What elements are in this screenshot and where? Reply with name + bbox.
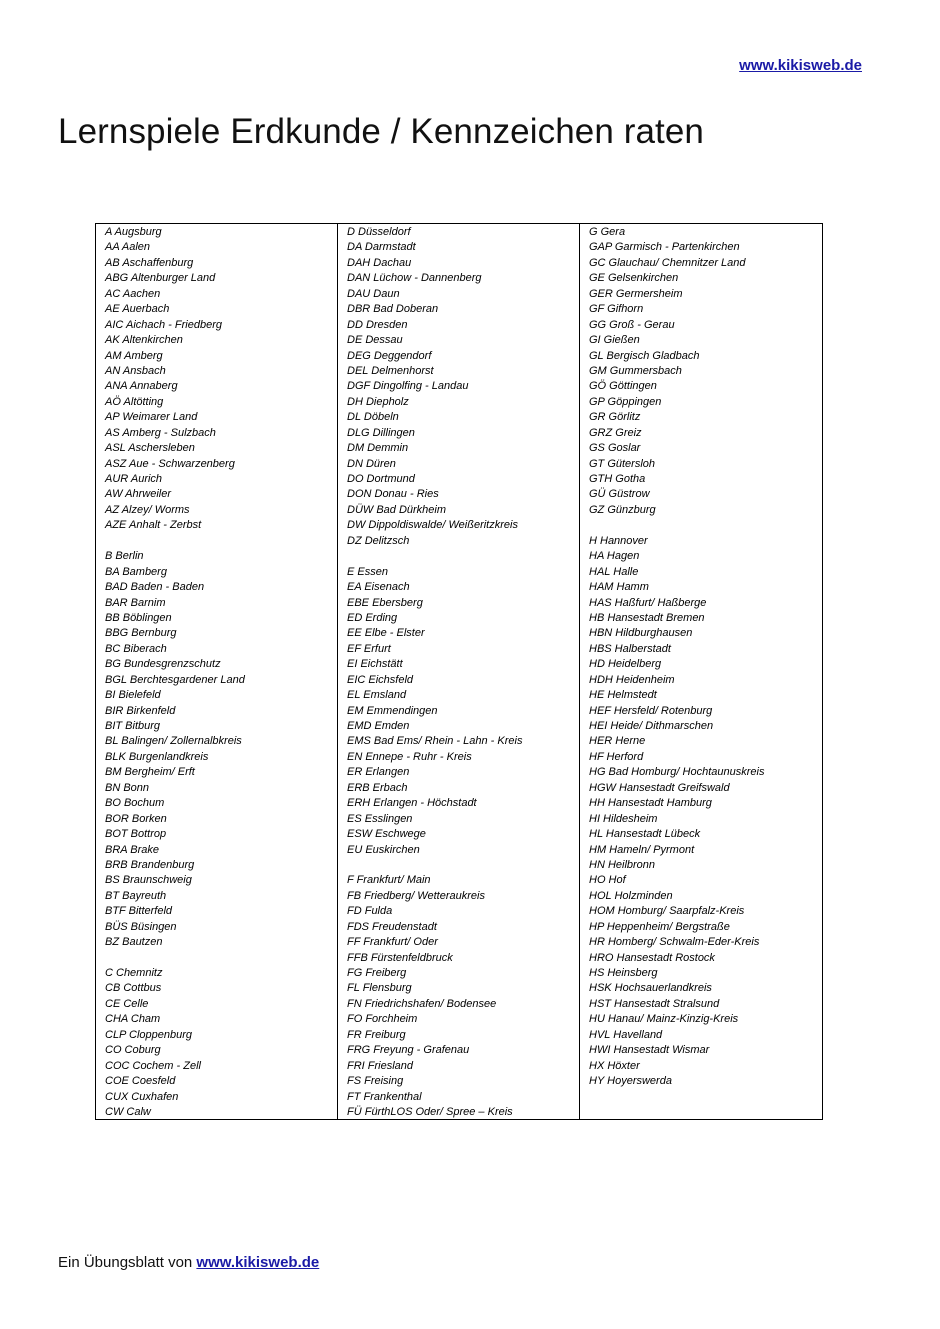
plate-entry: CE Celle [105, 997, 149, 1010]
plate-entry: GP Göppingen [589, 395, 662, 408]
plate-entry: BAD Baden - Baden [105, 581, 205, 594]
plate-entry: DD Dresden [347, 318, 408, 331]
plate-entry: BT Bayreuth [105, 889, 167, 902]
header-website-link[interactable]: www.kikisweb.de [739, 57, 862, 74]
plate-entry: FS Freising [347, 1075, 404, 1088]
plate-entry: BRB Brandenburg [105, 858, 195, 871]
plate-entry: GF Gifhorn [589, 303, 644, 316]
plate-entry: HEF Hersfeld/ Rotenburg [589, 704, 713, 717]
plate-entry: ANA Annaberg [105, 380, 178, 393]
plate-entry: GG Groß - Gerau [589, 318, 675, 331]
plate-entry: HM Hameln/ Pyrmont [589, 843, 695, 856]
plate-entry: ASZ Aue - Schwarzenberg [105, 457, 235, 470]
plate-column-d-f [338, 224, 580, 1119]
plate-entry: BAR Barnim [105, 596, 166, 609]
plate-entry: DGF Dingolfing - Landau [347, 380, 469, 393]
plate-spacer [347, 858, 579, 873]
plate-entry: FO Forchheim [347, 1013, 418, 1026]
plate-entry: HSK Hochsauerlandkreis [589, 982, 712, 995]
plate-entry: FF Frankfurt/ Oder [347, 936, 438, 949]
plate-entry: HI Hildesheim [589, 812, 658, 825]
plate-entry: GTH Gotha [589, 473, 646, 485]
plate-entry: BOR Borken [105, 812, 167, 825]
plate-entry: EBE Ebersberg [347, 596, 423, 609]
plate-entry: ESW Eschwege [347, 828, 426, 841]
plate-entry: HL Hansestadt Lübeck [589, 828, 701, 841]
footer-website-link[interactable]: www.kikisweb.de [196, 1254, 320, 1271]
plate-entry: FB Friedberg/ Wetteraukreis [347, 889, 485, 902]
plate-entry: HAS Haßfurt/ Haßberge [589, 596, 707, 609]
plate-entry: GE Gelsenkirchen [589, 272, 679, 285]
plate-entry: GER Germersheim [589, 287, 683, 300]
plate-entry: HF Herford [589, 750, 644, 763]
plate-entry: HD Heidelberg [589, 658, 662, 671]
plate-entry: BOT Bottrop [105, 828, 167, 841]
plate-entry: AN Ansbach [105, 364, 166, 377]
plate-entry: HU Hanau/ Mainz-Kinzig-Kreis [589, 1013, 739, 1026]
plate-entry: BBG Bernburg [105, 627, 177, 640]
plate-entry: HY Hoyerswerda [589, 1075, 672, 1088]
plate-entry: HDH Heidenheim [589, 673, 675, 686]
plate-entry: HRO Hansestadt Rostock [589, 951, 715, 964]
plate-entry: EI Eichstätt [347, 658, 403, 671]
plate-entry: HEI Heide/ Dithmarschen [589, 720, 714, 732]
plate-entry: BG Bundesgrenzschutz [105, 658, 221, 671]
plate-entry: GS Goslar [589, 442, 641, 455]
plate-entry: DÜW Bad Dürkheim [347, 503, 447, 516]
page-title: Lernspiele Erdkunde / Kennzeichen raten [58, 112, 704, 151]
plate-entry: HA Hagen [589, 550, 640, 563]
plate-entry: GM Gummersbach [589, 364, 682, 377]
plate-spacer [105, 951, 337, 966]
plate-entry: HS Heinsberg [589, 967, 658, 979]
plate-entry: BGL Berchtesgardener Land [105, 673, 245, 686]
plate-entry: DEG Deggendorf [347, 349, 432, 362]
plate-entry: DBR Bad Doberan [347, 303, 439, 316]
plate-spacer [589, 518, 822, 533]
plate-entry: AIC Aichach - Friedberg [105, 318, 222, 331]
plate-entry: AB Aschaffenburg [105, 256, 194, 269]
plate-entry: BB Böblingen [105, 611, 172, 624]
plate-entry: FRG Freyung - Grafenau [347, 1044, 470, 1057]
plate-entry: HAL Halle [589, 565, 639, 578]
plate-entry: CLP Cloppenburg [105, 1028, 193, 1041]
plate-entry: GAP Garmisch - Partenkirchen [589, 241, 740, 254]
plate-entry: G Gera [589, 226, 626, 238]
plate-entry: DAN Lüchow - Dannenberg [347, 272, 482, 285]
plate-entry: HVL Havelland [589, 1028, 663, 1041]
plate-entry: BTF Bitterfeld [105, 905, 173, 918]
plate-entry: AA Aalen [105, 241, 151, 254]
plate-entry: BL Balingen/ Zollernalbkreis [105, 735, 242, 748]
plate-entry: DW Dippoldiswalde/ Weißeritzkreis [347, 519, 518, 532]
plate-entry: AW Ahrweiler [105, 488, 172, 501]
plate-entry: EN Ennepe - Ruhr - Kreis [347, 750, 472, 763]
plate-entry: BM Bergheim/ Erft [105, 766, 195, 779]
plate-entry: DAH Dachau [347, 256, 412, 269]
plate-entry: BC Biberach [105, 642, 167, 655]
plate-entry: HST Hansestadt Stralsund [589, 997, 720, 1010]
license-plate-table [95, 223, 823, 1120]
plate-entry: BIT Bitburg [105, 720, 161, 732]
plate-entry: A Augsburg [105, 226, 162, 238]
plate-entry: E Essen [347, 565, 388, 578]
plate-entry: BA Bamberg [105, 565, 167, 578]
plate-entry: HAM Hamm [589, 581, 649, 594]
plate-entry: CO Coburg [105, 1044, 161, 1057]
plate-entry: C Chemnitz [105, 967, 163, 979]
plate-entry: DA Darmstadt [347, 241, 416, 254]
plate-entry: ED Erding [347, 611, 398, 624]
plate-entry: FRI Friesland [347, 1059, 414, 1072]
plate-entry: HOL Holzminden [589, 889, 673, 902]
plate-entry: HR Homberg/ Schwalm-Eder-Kreis [589, 936, 760, 949]
plate-entry: ER Erlangen [347, 766, 410, 779]
plate-entry: FL Flensburg [347, 982, 412, 995]
plate-entry: GT Gütersloh [589, 457, 656, 470]
plate-entry: GÜ Güstrow [589, 488, 650, 501]
plate-column-a-c [96, 224, 338, 1119]
plate-entry: CUX Cuxhafen [105, 1090, 179, 1103]
plate-entry: HH Hansestadt Hamburg [589, 797, 712, 810]
plate-entry: HN Heilbronn [589, 858, 656, 871]
plate-entry: FN Friedrichshafen/ Bodensee [347, 997, 497, 1010]
plate-entry: ABG Altenburger Land [105, 272, 216, 285]
plate-entry: BN Bonn [105, 781, 150, 794]
plate-entry: BO Bochum [105, 797, 165, 810]
plate-entry: ES Esslingen [347, 812, 413, 825]
plate-entry: DZ Delitzsch [347, 534, 410, 547]
plate-entry: ERB Erbach [347, 781, 408, 794]
plate-entry: ASL Aschersleben [105, 442, 195, 455]
plate-entry: DN Düren [347, 457, 396, 470]
plate-entry: EA Eisenach [347, 581, 410, 594]
plate-entry: BÜS Büsingen [105, 920, 177, 933]
plate-entry: EMD Emden [347, 720, 410, 732]
plate-entry: AP Weimarer Land [105, 411, 198, 424]
plate-entry: AE Auerbach [105, 303, 170, 316]
plate-entry: D Düsseldorf [347, 226, 411, 238]
plate-entry: DON Donau - Ries [347, 488, 439, 501]
plate-entry: FFB Fürstenfeldbruck [347, 951, 453, 964]
plate-entry: AC Aachen [105, 287, 161, 300]
plate-entry: FD Fulda [347, 905, 393, 918]
plate-entry: COC Cochem - Zell [105, 1059, 201, 1072]
plate-entry: HGW Hansestadt Greifswald [589, 781, 730, 794]
plate-entry: HER Herne [589, 735, 646, 748]
plate-entry: FÜ FürthLOS Oder/ Spree – Kreis [347, 1105, 513, 1118]
plate-entry: GL Bergisch Gladbach [589, 349, 700, 362]
plate-entry: DLG Dillingen [347, 426, 415, 439]
plate-spacer [347, 549, 579, 564]
plate-entry: GR Görlitz [589, 411, 641, 424]
plate-entry: AK Altenkirchen [105, 334, 183, 347]
plate-entry: EMS Bad Ems/ Rhein - Lahn - Kreis [347, 735, 523, 748]
plate-entry: FT Frankenthal [347, 1090, 422, 1103]
plate-entry: GRZ Greiz [589, 426, 642, 439]
plate-entry: BLK Burgenlandkreis [105, 750, 209, 763]
plate-entry: DO Dortmund [347, 473, 415, 485]
plate-entry: DE Dessau [347, 334, 403, 347]
plate-entry: DEL Delmenhorst [347, 364, 434, 377]
footer-text: Ein Übungsblatt von [58, 1254, 197, 1271]
plate-entry: HX Höxter [589, 1059, 640, 1072]
plate-entry: HP Heppenheim/ Bergstraße [589, 920, 730, 933]
plate-entry: BI Bielefeld [105, 689, 161, 702]
plate-entry: HBN Hildburghausen [589, 627, 693, 640]
plate-entry: AUR Aurich [105, 473, 163, 485]
plate-entry: ERH Erlangen - Höchstadt [347, 797, 477, 810]
plate-entry: AZE Anhalt - Zerbst [105, 519, 202, 532]
plate-entry: EL Emsland [347, 689, 407, 702]
plate-entry: HO Hof [589, 874, 626, 887]
plate-entry: EE Elbe - Elster [347, 627, 425, 640]
plate-entry: H Hannover [589, 534, 648, 547]
plate-entry: HOM Homburg/ Saarpfalz-Kreis [589, 905, 745, 918]
plate-entry: DH Diepholz [347, 395, 409, 408]
plate-entry: FG Freiberg [347, 967, 407, 979]
plate-entry: GC Glauchau/ Chemnitzer Land [589, 256, 746, 269]
plate-entry: HE Helmstedt [589, 689, 657, 702]
plate-entry: BRA Brake [105, 843, 160, 856]
plate-entry: EIC Eichsfeld [347, 673, 414, 686]
plate-entry: AÖ Altötting [105, 395, 164, 408]
plate-entry: B Berlin [105, 550, 144, 563]
plate-entry: AZ Alzey/ Worms [105, 503, 190, 516]
plate-entry: COE Coesfeld [105, 1075, 176, 1088]
plate-entry: F Frankfurt/ Main [347, 874, 431, 887]
plate-entry: AM Amberg [105, 349, 163, 362]
plate-entry: DAU Daun [347, 287, 400, 300]
plate-entry: BZ Bautzen [105, 936, 163, 949]
plate-entry: CW Calw [105, 1105, 151, 1118]
plate-entry: CB Cottbus [105, 982, 162, 995]
plate-entry: AS Amberg - Sulzbach [105, 426, 216, 439]
plate-entry: FDS Freudenstadt [347, 920, 437, 933]
plate-entry: EF Erfurt [347, 642, 391, 655]
plate-entry: EU Euskirchen [347, 843, 420, 856]
footer [58, 1254, 319, 1271]
plate-column-g-h [580, 224, 822, 1119]
plate-entry: BS Braunschweig [105, 874, 192, 887]
plate-entry: GI Gießen [589, 334, 640, 347]
plate-entry: HWI Hansestadt Wismar [589, 1044, 710, 1057]
plate-entry: GÖ Göttingen [589, 380, 657, 393]
plate-entry: HG Bad Homburg/ Hochtaunuskreis [589, 766, 765, 779]
plate-spacer [105, 534, 337, 549]
plate-entry: HB Hansestadt Bremen [589, 611, 705, 624]
plate-entry: EM Emmendingen [347, 704, 438, 717]
plate-entry: CHA Cham [105, 1013, 161, 1026]
plate-entry: FR Freiburg [347, 1028, 406, 1041]
plate-entry: DL Döbeln [347, 411, 399, 424]
plate-entry: DM Demmin [347, 442, 409, 455]
plate-entry: HBS Halberstadt [589, 642, 671, 655]
plate-entry: BIR Birkenfeld [105, 704, 176, 717]
plate-entry: GZ Günzburg [589, 503, 656, 516]
